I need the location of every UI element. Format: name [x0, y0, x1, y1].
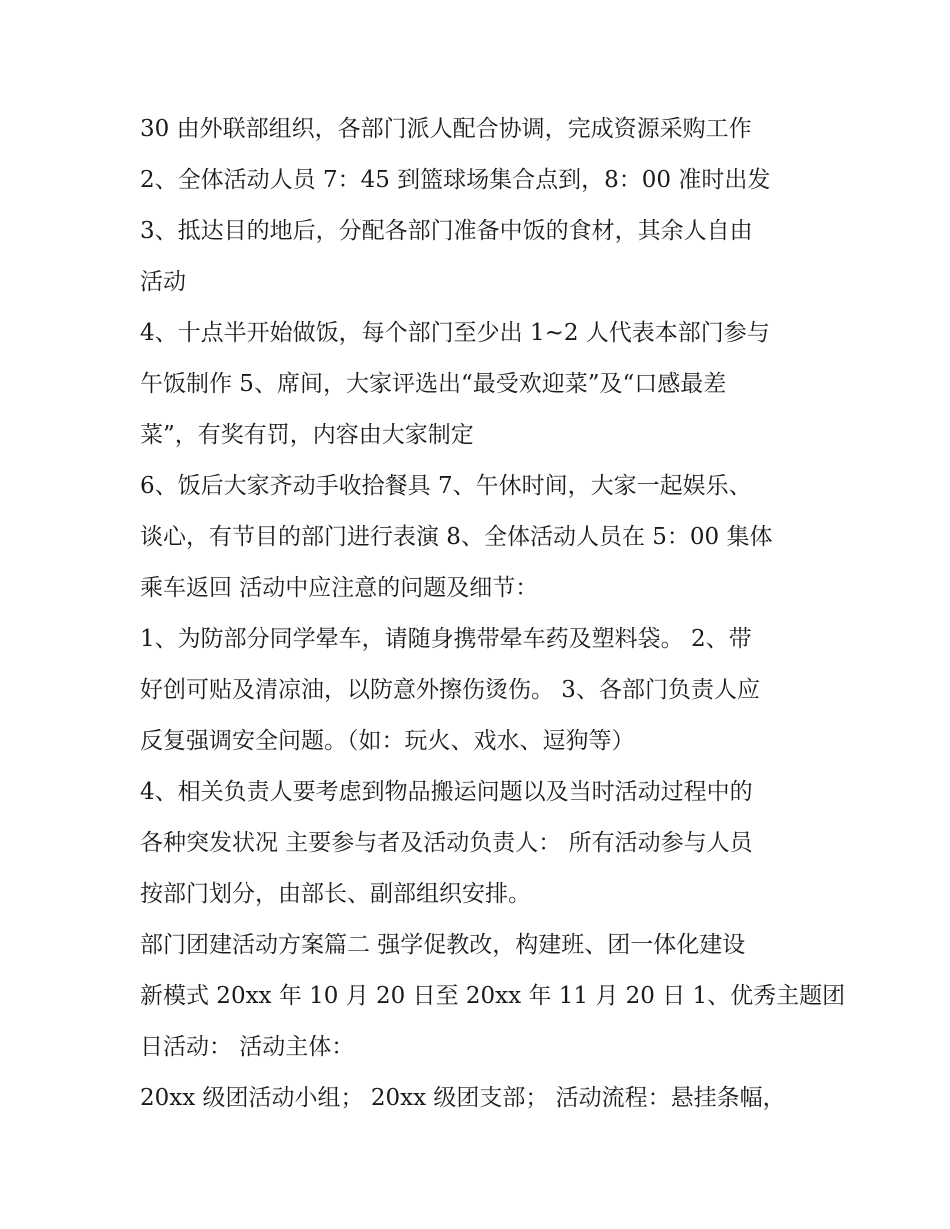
text-line: 午饭制作 5、席间，大家评选出“最受欢迎菜”及“口感最差: [140, 371, 727, 397]
text-line: 4、十点半开始做饭，每个部门至少出 1~2 人代表本部门参与: [140, 320, 770, 346]
text-line: 新模式 20xx 年 10 月 20 日至 20xx 年 11 月 20 日 1、优秀主题团: [140, 983, 846, 1009]
text-line: 按部门划分，由部长、副部组织安排。: [140, 881, 531, 907]
text-line: 6、饭后大家齐动手收拾餐具 7、午休时间，大家一起娱乐、: [140, 473, 752, 499]
text-line: 菜”，有奖有罚，内容由大家制定: [140, 422, 474, 448]
text-line: 部门团建活动方案篇二 强学促教改，构建班、团一体化建设: [140, 932, 746, 958]
text-line: 各种突发状况 主要参与者及活动负责人： 所有活动参与人员: [140, 830, 753, 856]
text-line: 1、为防部分同学晕车，请随身携带晕车药及塑料袋。 2、带: [140, 626, 752, 652]
text-line: 4、相关负责人要考虑到物品搬运问题以及当时活动过程中的: [140, 779, 753, 805]
text-line: 反复强调安全问题。（如：玩火、戏水、逗狗等）: [140, 728, 635, 754]
text-line: 乘车返回 活动中应注意的问题及细节：: [140, 575, 539, 601]
text-line: 3、抵达目的地后，分配各部门准备中饭的食材，其余人自由: [140, 218, 753, 244]
text-line: 活动: [140, 269, 186, 295]
text-line: 30 由外联部组织，各部门派人配合协调，完成资源采购工作: [140, 116, 752, 142]
text-line: 谈心，有节目的部门进行表演 8、全体活动人员在 5：00 集体: [140, 524, 773, 550]
body-text: [140, 104, 846, 1124]
text-line: 20xx 级团活动小组； 20xx 级团支部； 活动流程：悬挂条幅，: [140, 1085, 786, 1111]
text-line: 日活动： 活动主体：: [140, 1034, 355, 1060]
text-line: 2、全体活动人员 7：45 到篮球场集合点到，8：00 准时出发: [140, 167, 771, 193]
text-line: 好创可贴及清凉油，以防意外擦伤烫伤。 3、各部门负责人应: [140, 677, 760, 703]
